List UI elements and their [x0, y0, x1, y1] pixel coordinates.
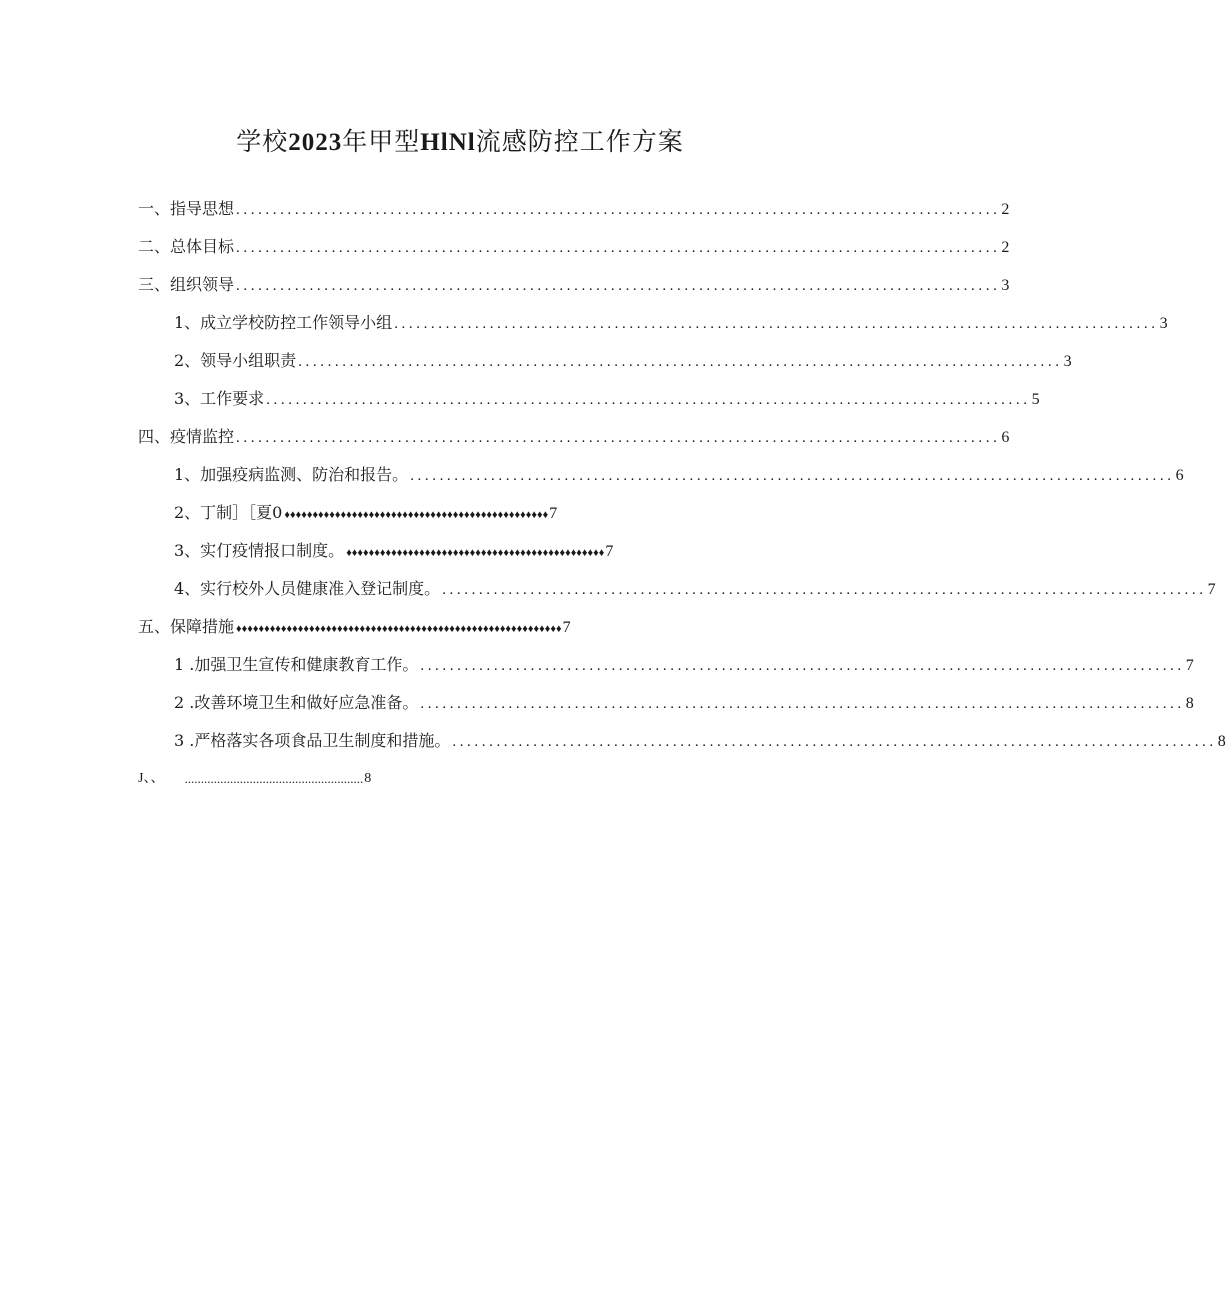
toc-entry-label: 三、组织领导 — [138, 275, 235, 294]
toc-entry-label: 1、成立学校防控工作领导小组 — [174, 313, 393, 332]
toc-entry-label: 2、丁制］［夏0 — [174, 503, 283, 522]
toc-entry-environment-hygiene[interactable] — [174, 689, 1194, 713]
toc-leader-diamonds: ♦♦♦♦♦♦♦♦♦♦♦♦♦♦♦♦♦♦♦♦♦♦♦♦♦♦♦♦♦♦♦♦♦♦♦♦♦♦♦♦♦♦♦♦♦♦♦ — [284, 509, 549, 521]
toc-entry-label: 3、工作要求 — [174, 389, 265, 408]
toc-entry-overall-goal[interactable] — [138, 233, 1010, 257]
toc-entry-label: 1、加强疫病监测、防治和报告。 — [174, 465, 409, 484]
toc-entry-label: 1 .加强卫生宣传和健康教育工作。 — [174, 655, 419, 674]
toc-entry-label: 五、保障措施 — [138, 617, 235, 636]
toc-entry-health-education[interactable] — [174, 651, 1194, 675]
toc-leader-dots: ........................................................................................................ — [236, 202, 1001, 218]
toc-entry-label: J、、 — [138, 771, 165, 786]
toc-leader-dots: ........................................................................................................ — [410, 468, 1175, 484]
document-title — [0, 122, 920, 158]
toc-entry-disease-surveillance[interactable] — [174, 461, 1184, 485]
toc-page-number: 7 — [605, 543, 614, 560]
toc-page-number: 6 — [1175, 467, 1184, 484]
toc-leader-dots: ........................................................................................................ — [452, 734, 1217, 750]
toc-entry-epidemic-reporting[interactable] — [174, 537, 764, 561]
toc-page-number: 8 — [1217, 733, 1226, 750]
toc-leader-dots: ....................................................... — [184, 771, 364, 786]
toc-leader-dots: ........................................................................................................ — [236, 430, 1001, 446]
toc-entry-label: 2、领导小组职责 — [174, 351, 297, 370]
toc-entry-organization[interactable] — [138, 271, 1010, 295]
toc-page-number: 5 — [1031, 391, 1040, 408]
toc-entry-visitor-registration[interactable] — [174, 575, 1216, 599]
toc-page-number: 6 — [1001, 429, 1010, 446]
toc-entry-label: 二、总体目标 — [138, 237, 235, 256]
toc-page-number: 7 — [549, 505, 558, 522]
toc-leader-diamonds: ♦♦♦♦♦♦♦♦♦♦♦♦♦♦♦♦♦♦♦♦♦♦♦♦♦♦♦♦♦♦♦♦♦♦♦♦♦♦♦♦♦♦♦♦♦♦ — [346, 547, 605, 559]
toc-page-number: 2 — [1001, 201, 1010, 218]
toc-entry-guiding-thought[interactable] — [138, 195, 1010, 219]
toc-entry-system[interactable] — [174, 499, 694, 523]
toc-entry-label: 一、指导思想 — [138, 199, 235, 218]
toc-leader-dots: ........................................................................................................ — [442, 582, 1207, 598]
title-suffix: 流感防控工作方案 — [475, 127, 684, 156]
toc-leader-dots: ........................................................................................................ — [266, 392, 1031, 408]
toc-page-number: 7 — [1207, 581, 1216, 598]
toc-page-number: 3 — [1063, 353, 1072, 370]
title-prefix: 学校 — [236, 127, 289, 156]
toc-leader-dots: ........................................................................................................ — [420, 658, 1185, 674]
toc-leader-dots: ........................................................................................................ — [236, 278, 1001, 294]
toc-leader-dots: ........................................................................................................ — [420, 696, 1185, 712]
toc-entry-label: 3 .严格落实各项食品卫生制度和措施。 — [174, 731, 451, 750]
toc-entry-label: 2 .改善环境卫生和做好应急准备。 — [174, 693, 419, 712]
toc-entry-safeguard-measures[interactable] — [138, 613, 778, 637]
title-mid: 年甲型 — [342, 127, 421, 156]
toc-entry-leading-group[interactable] — [174, 309, 1168, 333]
toc-entry-label: 3、实仃疫情报口制度。 — [174, 541, 345, 560]
toc-page-number: 7 — [562, 619, 571, 636]
toc-entry-epidemic-monitoring[interactable] — [138, 423, 1010, 447]
toc-entry-label: 4、实行校外人员健康准入登记制度。 — [174, 579, 441, 598]
toc-leader-dots: ........................................................................................................ — [236, 240, 1001, 256]
title-year: 2023 — [288, 129, 343, 156]
toc-page-number: 2 — [1001, 239, 1010, 256]
toc-entry-food-hygiene[interactable] — [174, 727, 1226, 751]
toc-entry-other[interactable] — [138, 763, 438, 787]
toc-page-number: 3 — [1159, 315, 1168, 332]
toc-leader-dots: ........................................................................................................ — [394, 316, 1159, 332]
toc-entry-label: 四、疫情监控 — [138, 427, 235, 446]
toc-page-number: 8 — [1185, 695, 1194, 712]
toc-leader-diamonds: ♦♦♦♦♦♦♦♦♦♦♦♦♦♦♦♦♦♦♦♦♦♦♦♦♦♦♦♦♦♦♦♦♦♦♦♦♦♦♦♦♦♦♦♦♦♦♦♦♦♦♦♦♦♦♦♦♦♦ — [236, 623, 562, 635]
toc-leader-dots: ........................................................................................................ — [298, 354, 1063, 370]
toc-page-number: 7 — [1185, 657, 1194, 674]
toc-entry-group-duties[interactable] — [174, 347, 1072, 371]
toc-page-number: 8 — [364, 771, 372, 786]
toc-page-number: 3 — [1001, 277, 1010, 294]
title-code: HlNl — [420, 129, 476, 156]
toc-entry-work-requirements[interactable] — [174, 385, 1040, 409]
